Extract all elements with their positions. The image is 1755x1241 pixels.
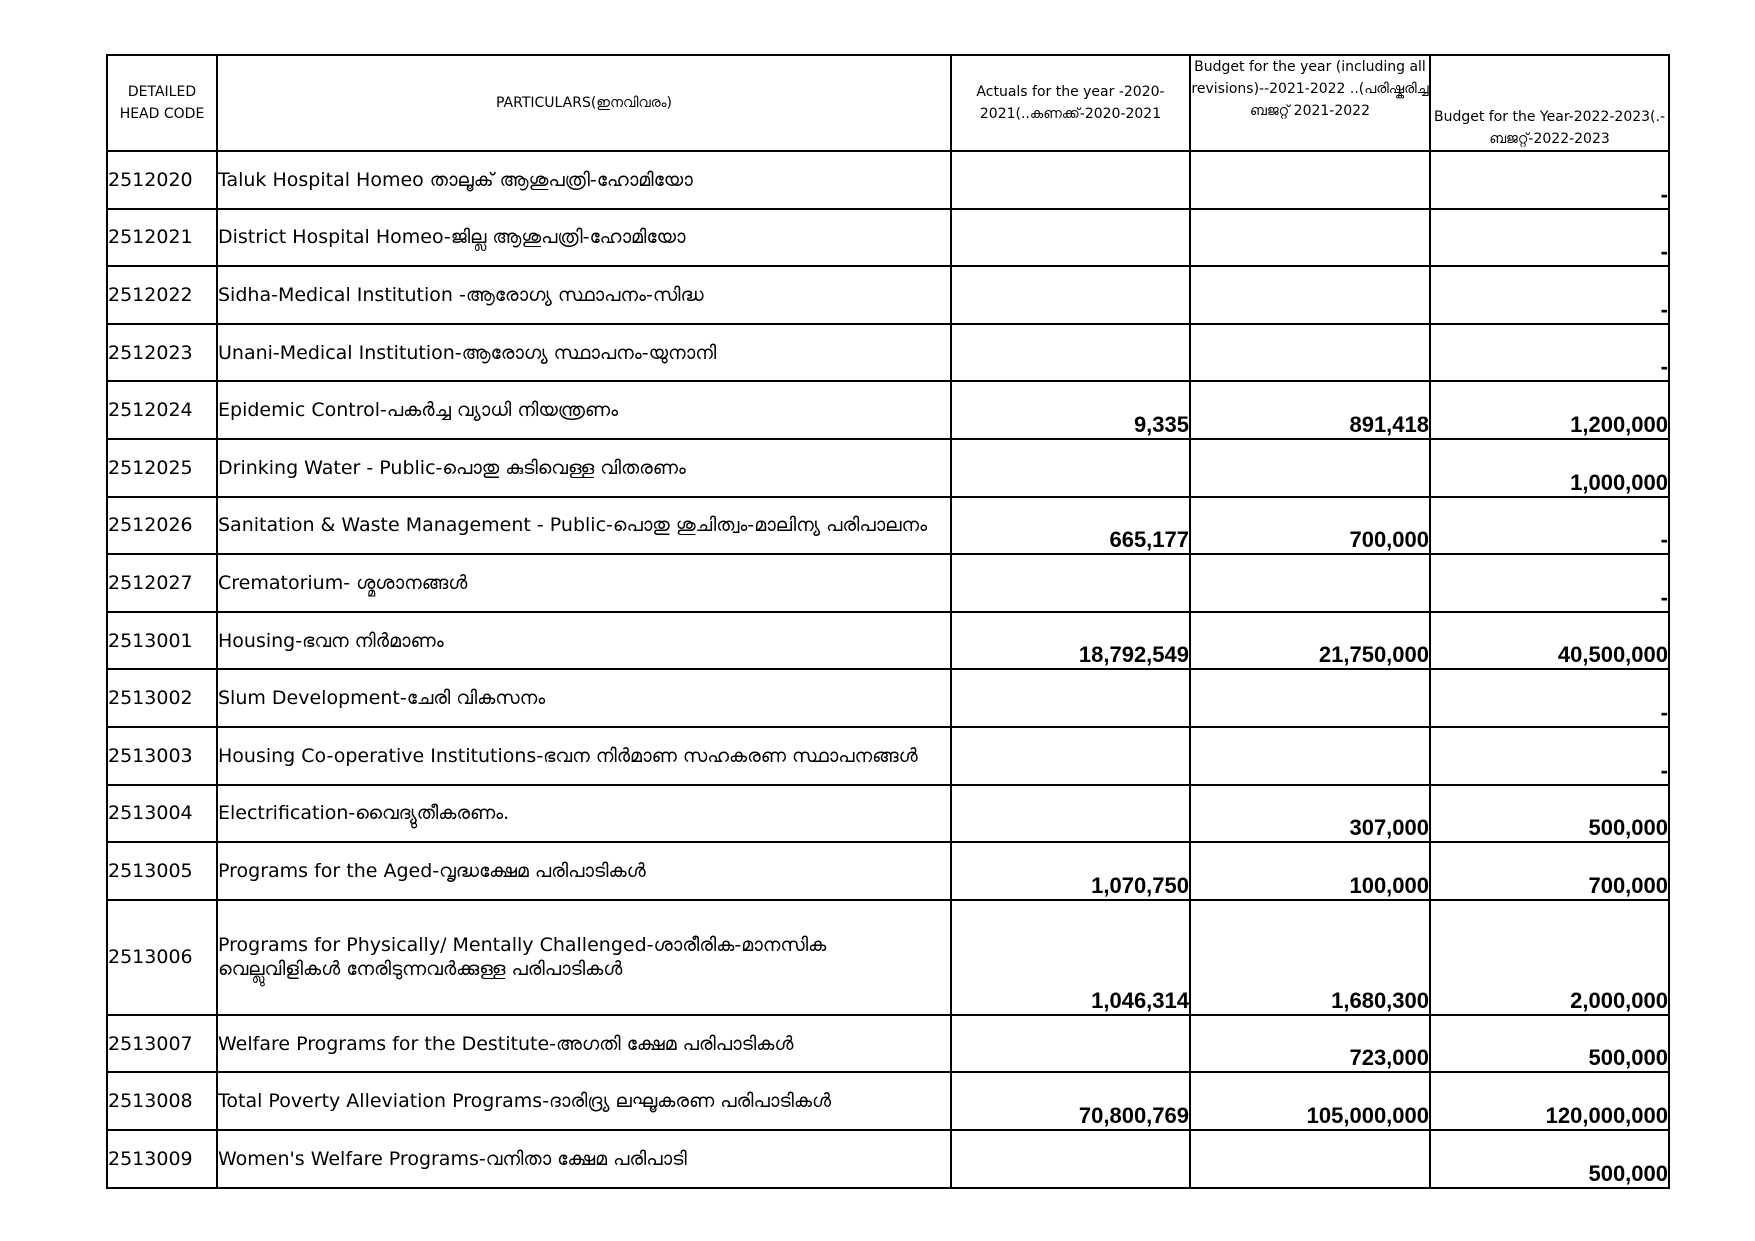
table-row <box>107 266 1669 324</box>
budget-cell: 500,000 <box>1430 1015 1669 1073</box>
revised-budget-cell <box>1190 151 1430 209</box>
head-code-cell: 2512023 <box>107 324 217 382</box>
revised-budget-cell <box>1190 266 1430 324</box>
actuals-cell <box>951 785 1190 843</box>
actuals-cell: 665,177 <box>951 497 1190 555</box>
particulars-cell: Slum Development-ചേരി വികസനം <box>217 669 951 727</box>
revised-budget-cell <box>1190 209 1430 267</box>
particulars-cell: Epidemic Control-പകർച്ച വ്യാധി നിയന്ത്രണം <box>217 381 951 439</box>
head-code-cell: 2513009 <box>107 1130 217 1188</box>
budget-cell: - <box>1430 554 1669 612</box>
particulars-cell: Taluk Hospital Homeo താലൂക് ആശുപത്രി-ഹോമിയോ <box>217 151 951 209</box>
revised-budget-cell: 891,418 <box>1190 381 1430 439</box>
budget-cell: - <box>1430 727 1669 785</box>
budget-cell: 700,000 <box>1430 842 1669 900</box>
actuals-cell <box>951 727 1190 785</box>
budget-cell: 2,000,000 <box>1430 900 1669 1015</box>
table-row <box>107 1015 1669 1073</box>
table-row <box>107 324 1669 382</box>
table-row <box>107 785 1669 843</box>
budget-cell: - <box>1430 669 1669 727</box>
budget-cell: - <box>1430 266 1669 324</box>
budget-cell: 1,200,000 <box>1430 381 1669 439</box>
head-code-cell: 2513002 <box>107 669 217 727</box>
revised-budget-cell: 1,680,300 <box>1190 900 1430 1015</box>
head-code-cell: 2512020 <box>107 151 217 209</box>
revised-budget-cell: 700,000 <box>1190 497 1430 555</box>
header-code: DETAILED HEAD CODE <box>107 55 217 151</box>
head-code-cell: 2512025 <box>107 439 217 497</box>
head-code-cell: 2513008 <box>107 1072 217 1130</box>
revised-budget-cell <box>1190 554 1430 612</box>
header-budget: Budget for the Year-2022-2023(.-ബജറ്റ്-2022-2023 <box>1430 55 1669 151</box>
table-row <box>107 900 1669 1015</box>
table-row <box>107 1130 1669 1188</box>
particulars-cell: District Hospital Homeo-ജില്ല ആശുപത്രി-ഹോമിയോ <box>217 209 951 267</box>
actuals-cell <box>951 151 1190 209</box>
particulars-cell: Women's Welfare Programs-വനിതാ ക്ഷേമ പരിപാടി <box>217 1130 951 1188</box>
particulars-cell: Sidha-Medical Institution -ആരോഗ്യ സ്ഥാപനം-സിദ്ധ <box>217 266 951 324</box>
actuals-cell <box>951 439 1190 497</box>
budget-cell: 1,000,000 <box>1430 439 1669 497</box>
particulars-cell: Housing Co-operative Institutions-ഭവന നിർമാണ സഹകരണ സ്ഥാപനങ്ങൾ <box>217 727 951 785</box>
table-row <box>107 727 1669 785</box>
particulars-cell: Crematorium- ശ്മശാനങ്ങൾ <box>217 554 951 612</box>
actuals-cell <box>951 1015 1190 1073</box>
budget-cell: 120,000,000 <box>1430 1072 1669 1130</box>
table-row <box>107 612 1669 670</box>
particulars-cell: Total Poverty Alleviation Programs-ദാരിദ്ര്യ ലഘൂകരണ പരിപാടികൾ <box>217 1072 951 1130</box>
head-code-cell: 2513006 <box>107 900 217 1015</box>
head-code-cell: 2512026 <box>107 497 217 555</box>
revised-budget-cell: 105,000,000 <box>1190 1072 1430 1130</box>
header-actuals: Actuals for the year -2020-2021(..കണക്ക്-2020-2021 <box>951 55 1190 151</box>
head-code-cell: 2512024 <box>107 381 217 439</box>
budget-cell: 40,500,000 <box>1430 612 1669 670</box>
header-row <box>107 55 1669 151</box>
budget-cell: - <box>1430 497 1669 555</box>
particulars-cell: Sanitation & Waste Management - Public-പൊതു ശുചിത്വം-മാലിന്യ പരിപാലനം <box>217 497 951 555</box>
header-particulars: PARTICULARS(ഇനവിവരം) <box>217 55 951 151</box>
actuals-cell <box>951 669 1190 727</box>
head-code-cell: 2512027 <box>107 554 217 612</box>
budget-table <box>106 54 1670 1189</box>
table-row <box>107 151 1669 209</box>
head-code-cell: 2513001 <box>107 612 217 670</box>
actuals-cell: 70,800,769 <box>951 1072 1190 1130</box>
budget-cell: - <box>1430 324 1669 382</box>
table-row <box>107 669 1669 727</box>
particulars-cell: Programs for the Aged-വൃദ്ധക്ഷേമ പരിപാടികൾ <box>217 842 951 900</box>
particulars-cell: Welfare Programs for the Destitute-അഗതി ക്ഷേമ പരിപാടികൾ <box>217 1015 951 1073</box>
particulars-cell: Drinking Water - Public-പൊതു കുടിവെള്ള വിതരണം <box>217 439 951 497</box>
table-row <box>107 497 1669 555</box>
actuals-cell: 1,070,750 <box>951 842 1190 900</box>
head-code-cell: 2513004 <box>107 785 217 843</box>
table-row <box>107 554 1669 612</box>
table-row <box>107 1072 1669 1130</box>
budget-cell: - <box>1430 209 1669 267</box>
head-code-cell: 2513005 <box>107 842 217 900</box>
particulars-cell: Programs for Physically/ Mentally Challenged-ശാരീരിക-മാനസിക വെല്ലുവിളികൾ നേരിടുന്നവർക്കുള്ള പരിപാടികൾ <box>217 900 951 1015</box>
actuals-cell: 18,792,549 <box>951 612 1190 670</box>
particulars-cell: Electrification-വൈദ്യുതീകരണം. <box>217 785 951 843</box>
actuals-cell <box>951 1130 1190 1188</box>
head-code-cell: 2513007 <box>107 1015 217 1073</box>
revised-budget-cell <box>1190 439 1430 497</box>
actuals-cell <box>951 554 1190 612</box>
table-row <box>107 381 1669 439</box>
head-code-cell: 2512022 <box>107 266 217 324</box>
budget-cell: 500,000 <box>1430 785 1669 843</box>
actuals-cell <box>951 266 1190 324</box>
revised-budget-cell: 100,000 <box>1190 842 1430 900</box>
particulars-cell: Housing-ഭവന നിർമാണം <box>217 612 951 670</box>
actuals-cell <box>951 209 1190 267</box>
revised-budget-cell: 723,000 <box>1190 1015 1430 1073</box>
revised-budget-cell <box>1190 1130 1430 1188</box>
revised-budget-cell: 307,000 <box>1190 785 1430 843</box>
revised-budget-cell <box>1190 727 1430 785</box>
budget-cell: - <box>1430 151 1669 209</box>
actuals-cell <box>951 324 1190 382</box>
revised-budget-cell <box>1190 324 1430 382</box>
table-row <box>107 842 1669 900</box>
actuals-cell: 9,335 <box>951 381 1190 439</box>
revised-budget-cell: 21,750,000 <box>1190 612 1430 670</box>
budget-cell: 500,000 <box>1430 1130 1669 1188</box>
particulars-cell: Unani-Medical Institution-ആരോഗ്യ സ്ഥാപനം-യുനാനി <box>217 324 951 382</box>
head-code-cell: 2513003 <box>107 727 217 785</box>
revised-budget-cell <box>1190 669 1430 727</box>
header-revised-budget: Budget for the year (including all revisions)--2021-2022 ..(പരിഷ്കരിച്ച ബജറ്റ് 2021-2022 <box>1190 55 1430 151</box>
actuals-cell: 1,046,314 <box>951 900 1190 1015</box>
table-row <box>107 209 1669 267</box>
head-code-cell: 2512021 <box>107 209 217 267</box>
table-row <box>107 439 1669 497</box>
